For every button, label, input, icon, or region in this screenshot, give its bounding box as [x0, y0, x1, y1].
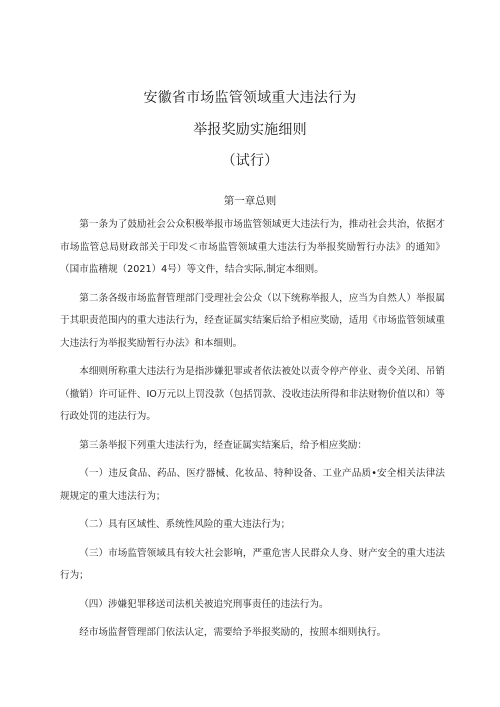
list-item-2: （二）具有区域性、系统性风险的重大违法行为； — [79, 519, 291, 530]
document-body — [60, 214, 445, 651]
closing-paragraph: 经市场监督管理部门依法认定，需要给予举报奖励的，按照本细则执行。 — [79, 627, 387, 638]
document-title-line3: （试行） — [221, 153, 279, 169]
list-item-3: （三）市场监管领域具有较大社会影响，严重危害人民群众人身、财产安全的重大违法行为； — [60, 547, 445, 581]
article-3-paragraph: 第三条举报下列重大违法行为，经查证属实结案后，给予相应奖励： — [79, 439, 367, 451]
definition-paragraph: 本细则所称重大违法行为是指涉嫌犯罪或者依法被处以责令停产停业、责令关闭、吊销（撤销）许可证件、IO万元以上罚没款（包括罚款、没收违法所得和非法财物价值以和）等行政处罚的违法行为。 — [60, 366, 445, 422]
document-title-line2: 举报奖励实施细则 — [193, 122, 307, 138]
document-title-line1: 安徽省市场监管领域重大违法行为 — [143, 90, 357, 106]
article-2-paragraph: 第二条各级市场监督管理部门受理社会公众（以下统称举报人，应当为自然人）举报属于其职责范围内的重大违法行为，经查证属实结案后给予相应奖励，适用《市场监管领域重大违法行为举报奖励暂行办法》和本细则。 — [60, 292, 445, 349]
chapter-heading: 第一章总则 — [223, 195, 277, 207]
article-1-paragraph: 第一条为了鼓励社会公众积极举报市场监管领域更大违法行为，推动社会共治，依据才市场监管总局财政部关于印发＜市场监管领域重大违法行为举报奖励暂行办法》的通知》（国市监稽规（2021）4号）等文件，结合实际,制定本细则。 — [60, 219, 445, 275]
list-item-1: （一）违反食品、药品、医疗器械、化妆品、特种设备、工业产品质•安全相关法律法规规定的重大违法行为； — [60, 468, 445, 502]
list-item-4: （四）涉嫌犯罪移送司法机关被追究刑事责任的违法行为。 — [79, 598, 329, 610]
